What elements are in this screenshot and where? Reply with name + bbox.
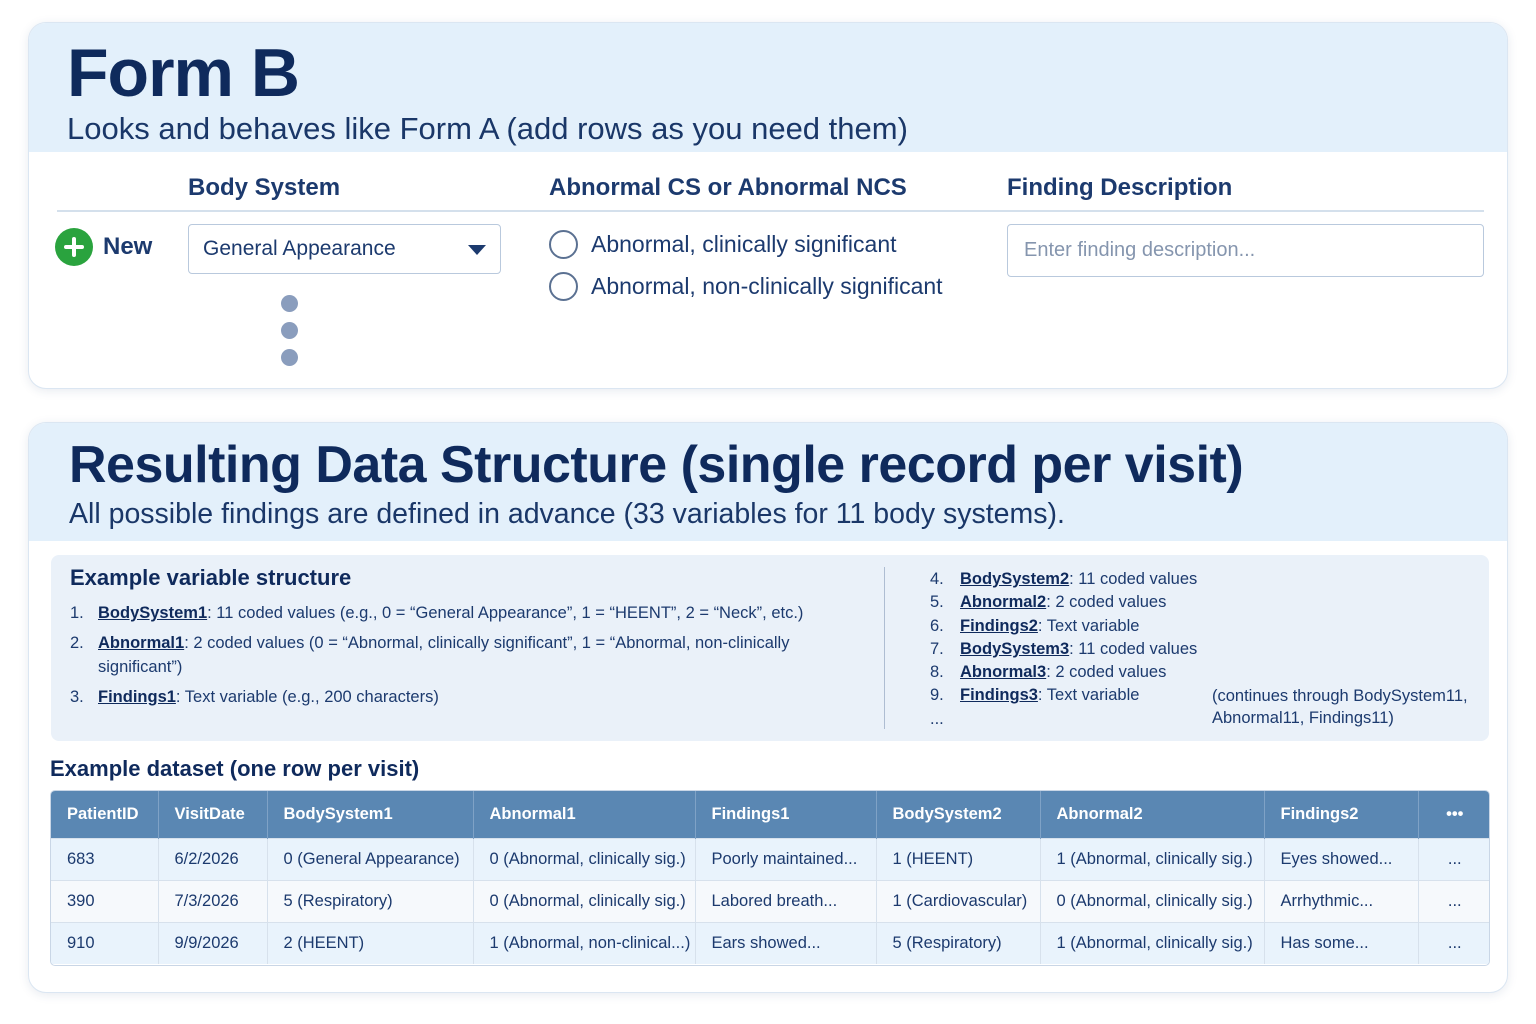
- column-header: VisitDate: [158, 791, 267, 838]
- plus-circle-icon: [55, 228, 93, 266]
- form-b-subtitle: Looks and behaves like Form A (add rows as you need them): [67, 111, 908, 146]
- result-card: [28, 422, 1508, 993]
- column-header: PatientID: [51, 791, 158, 838]
- column-header: BodySystem2: [876, 791, 1040, 838]
- table-cell: 0 (General Appearance): [267, 838, 473, 880]
- radio-abnormal-cs-label: Abnormal, clinically significant: [591, 231, 897, 257]
- result-header: [29, 423, 1507, 541]
- variable-description: : Text variable: [1037, 686, 1140, 705]
- variable-description: : Text variable (e.g., 200 characters): [175, 688, 439, 706]
- variable-description: : 2 coded values (0 = “Abnormal, clinically significant”, 1 = “Abnormal, non-clinically significant”): [98, 634, 790, 676]
- variable-number: ...: [930, 709, 944, 728]
- variable-item: [70, 685, 850, 709]
- table-cell: 0 (Abnormal, clinically sig.): [473, 880, 695, 922]
- table-cell: 6/2/2026: [158, 838, 267, 880]
- table-cell: 5 (Respiratory): [267, 880, 473, 922]
- variable-description: : 11 coded values (e.g., 0 = “General Appearance”, 1 = “HEENT”, 2 = “Neck”, etc.): [207, 604, 804, 622]
- table-body: [51, 838, 1490, 964]
- form-b-fields: [29, 152, 1507, 389]
- table-cell: 2 (HEENT): [267, 922, 473, 964]
- variable-number: 6.: [930, 616, 944, 635]
- more-rows-dot-icon: [281, 295, 298, 312]
- table-header-row: [51, 791, 1490, 838]
- variable-name-link[interactable]: Findings2: [960, 616, 1038, 635]
- table-cell: Has some...: [1264, 922, 1418, 964]
- header-divider: [57, 210, 1484, 212]
- radio-abnormal-ncs[interactable]: [549, 272, 943, 301]
- variable-number: 1.: [70, 604, 84, 622]
- variable-name-link[interactable]: BodySystem3: [960, 639, 1070, 658]
- more-rows-dot-icon: [281, 349, 298, 366]
- table-cell: ...: [1418, 922, 1490, 964]
- table-row: [51, 838, 1490, 880]
- form-b-card: [28, 22, 1508, 389]
- form-b-header: [29, 23, 1507, 152]
- table-cell: 5 (Respiratory): [876, 922, 1040, 964]
- variable-list-left: [70, 601, 850, 715]
- radio-circle-icon[interactable]: [549, 230, 578, 259]
- variable-name-link[interactable]: Abnormal1: [98, 634, 185, 652]
- continues-note: (continues through BodySystem11, Abnormal11, Findings11): [1212, 687, 1468, 727]
- variable-item: [930, 615, 1210, 638]
- table-cell: Poorly maintained...: [695, 838, 876, 880]
- variable-item: [70, 601, 850, 625]
- table-cell: ...: [1418, 838, 1490, 880]
- variable-name-link[interactable]: Abnormal3: [960, 663, 1047, 682]
- column-header-abnormal: Abnormal CS or Abnormal NCS: [549, 174, 907, 201]
- table-cell: 1 (Abnormal, clinically sig.): [1040, 922, 1264, 964]
- table-cell: 9/9/2026: [158, 922, 267, 964]
- column-header: Findings2: [1264, 791, 1418, 838]
- table-cell: 390: [51, 880, 158, 922]
- chevron-down-icon: [468, 245, 486, 255]
- table-row: [51, 880, 1490, 922]
- variable-item: [930, 684, 1210, 707]
- variable-name-link[interactable]: BodySystem1: [98, 604, 208, 622]
- table-cell: Eyes showed...: [1264, 838, 1418, 880]
- dataset-table: [50, 790, 1490, 966]
- column-header: Findings1: [695, 791, 876, 838]
- table-cell: ...: [1418, 880, 1490, 922]
- variable-item: [930, 661, 1210, 684]
- table-cell: Ears showed...: [695, 922, 876, 964]
- table-cell: 910: [51, 922, 158, 964]
- dataset-title: Example dataset (one row per visit): [50, 756, 420, 781]
- column-header-finding: Finding Description: [1007, 174, 1233, 201]
- more-rows-dot-icon: [281, 322, 298, 339]
- table-cell: Labored breath...: [695, 880, 876, 922]
- column-header-body-system: Body System: [188, 174, 341, 201]
- variable-item: [930, 638, 1210, 661]
- variable-number: 7.: [930, 639, 944, 658]
- variable-description: : 11 coded values: [1069, 570, 1198, 588]
- column-header: Abnormal2: [1040, 791, 1264, 838]
- table-cell: 1 (Abnormal, clinically sig.): [1040, 838, 1264, 880]
- variable-name-link[interactable]: Abnormal2: [960, 593, 1047, 612]
- new-row-button[interactable]: [55, 228, 152, 266]
- result-title: Resulting Data Structure (single record per visit): [69, 436, 1244, 494]
- column-header[interactable]: •••: [1418, 791, 1490, 838]
- finding-description-input[interactable]: [1007, 224, 1484, 277]
- variable-divider: [884, 567, 885, 729]
- radio-circle-icon[interactable]: [549, 272, 578, 301]
- variable-number: 5.: [930, 593, 944, 612]
- new-row-label: New: [103, 233, 153, 260]
- result-subtitle: All possible findings are defined in advance (33 variables for 11 body systems).: [69, 498, 1065, 530]
- variable-structure-box: [51, 555, 1489, 741]
- variable-description: : 2 coded values: [1046, 593, 1167, 612]
- variable-list-right: [930, 568, 1210, 728]
- variable-description: : Text variable: [1037, 616, 1140, 635]
- table-cell: 683: [51, 838, 158, 880]
- form-b-title: Form B: [67, 35, 299, 111]
- variable-number: 4.: [930, 570, 944, 588]
- variable-item: [70, 631, 850, 679]
- variable-description: : 11 coded values: [1069, 639, 1198, 658]
- radio-abnormal-cs[interactable]: [549, 230, 897, 259]
- body-system-select-value: General Appearance: [203, 237, 396, 260]
- table-cell: 7/3/2026: [158, 880, 267, 922]
- body-system-select[interactable]: [188, 224, 501, 274]
- column-header: Abnormal1: [473, 791, 695, 838]
- radio-abnormal-ncs-label: Abnormal, non-clinically significant: [591, 273, 943, 299]
- variable-number: 8.: [930, 663, 944, 682]
- variable-name-link[interactable]: Findings1: [98, 688, 176, 706]
- table-cell: 1 (Abnormal, non-clinical...): [473, 922, 695, 964]
- table-cell: 1 (HEENT): [876, 838, 1040, 880]
- table-cell: 0 (Abnormal, clinically sig.): [1040, 880, 1264, 922]
- variable-number: 2.: [70, 634, 84, 652]
- variable-name-link[interactable]: Findings3: [960, 686, 1038, 705]
- table-cell: 1 (Cardiovascular): [876, 880, 1040, 922]
- variable-description: : 2 coded values: [1046, 663, 1167, 682]
- variable-name-link[interactable]: BodySystem2: [960, 570, 1070, 588]
- table-cell: Arrhythmic...: [1264, 880, 1418, 922]
- table-cell: 0 (Abnormal, clinically sig.): [473, 838, 695, 880]
- table-row: [51, 922, 1490, 964]
- variable-number: 3.: [70, 688, 84, 706]
- variable-number: 9.: [930, 686, 944, 705]
- variable-item: [930, 568, 1210, 591]
- variable-item: [930, 591, 1210, 614]
- column-header: BodySystem1: [267, 791, 473, 838]
- variable-structure-title: Example variable structure: [70, 565, 352, 590]
